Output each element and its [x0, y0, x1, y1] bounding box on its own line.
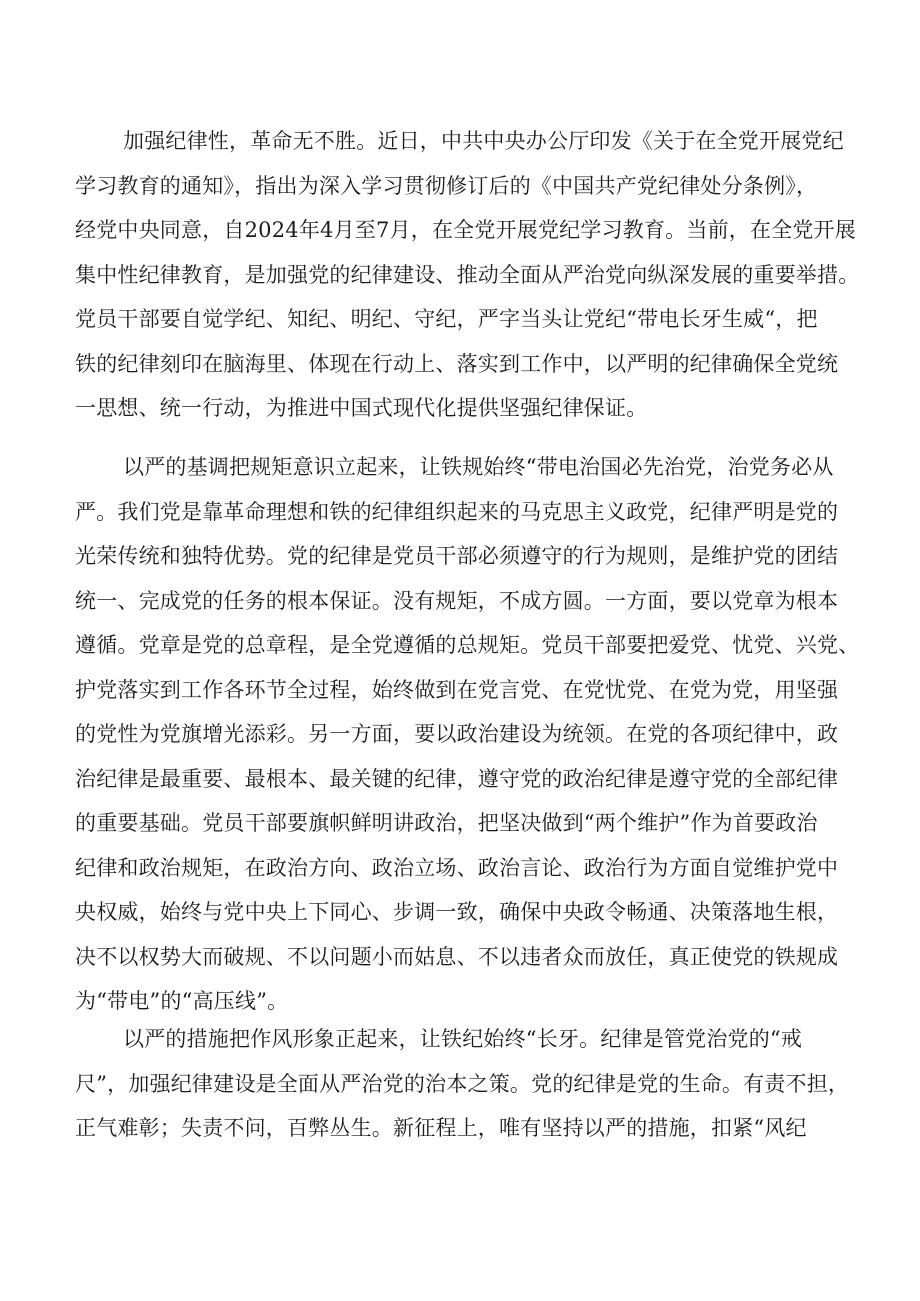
text-line: 铁的纪律刻印在脑海里、体现在行动上、落实到工作中，以严明的纪律确保全党统	[75, 351, 839, 376]
text-line: 护党落实到工作各环节全过程，始终做到在党言党、在党忧党、在党为党，用坚强	[75, 677, 839, 702]
text-line: 的重要基础。党员干部要旗帜鲜明讲政治，把坚决做到“两个维护”作为首要政治	[75, 811, 818, 835]
text-line: 以严的措施把作风形象正起来，让铁纪始终“长牙。纪律是管党治党的“戒	[123, 1027, 803, 1051]
text-line: 经党中央同意，自2024年4月至7月，在全党开展党纪学习教育。当前，在全党开展	[75, 218, 856, 242]
text-line: 党员干部要自觉学纪、知纪、明纪、守纪，严字当头让党纪“带电长牙生威“，把	[75, 307, 818, 331]
text-line: 治纪律是最重要、最根本、最关键的纪律，遵守党的政治纪律是遵守党的全部纪律	[75, 766, 839, 791]
text-line: 学习教育的通知》，指出为深入学习贯彻修订后的《中国共产党纪律处分条例》，	[75, 173, 818, 198]
text-line: 一思想、统一行动，为推进中国式现代化提供坚强纪律保证。	[75, 396, 648, 420]
text-line: 遵循。党章是党的总章程，是全党遵循的总规矩。党员干部要把爱党、忧党、兴党、	[75, 633, 860, 657]
text-line: 集中性纪律教育，是加强党的纪律建设、推动全面从严治党向纵深发展的重要举措。	[75, 262, 860, 287]
paragraph-2	[75, 445, 875, 1024]
text-line: 光荣传统和独特优势。党的纪律是党员干部必须遵守的行为规则，是维护党的团结	[75, 544, 839, 568]
text-line: 尺”，加强纪律建设是全面从严治党的治本之策。党的纪律是党的生命。有责不担，	[75, 1071, 850, 1096]
text-line: 严。我们党是靠革命理想和铁的纪律组织起来的马克思主义政党，纪律严明是党的	[75, 499, 839, 524]
text-line: 决不以权势大而破规、不以问题小而姑息、不以违者众而放任，真正使党的铁规成	[75, 944, 839, 969]
text-line: 正气难彰；失责不问，百弊丛生。新征程上，唯有坚持以严的措施，扣紧“风纪	[75, 1116, 807, 1140]
text-line: 的党性为党旗增光添彩。另一方面，要以政治建设为统领。在党的各项纪律中，政	[75, 722, 839, 746]
paragraph-3	[75, 1017, 875, 1151]
text-line: 统一、完成党的任务的根本保证。没有规矩，不成方圆。一方面，要以党章为根本	[75, 588, 839, 613]
text-line: 纪律和政治规矩，在政治方向、政治立场、政治言论、政治行为方面自觉维护党中	[75, 855, 839, 880]
text-line: 加强纪律性，革命无不胜。近日，中共中央办公厅印发《关于在全党开展党纪	[123, 129, 844, 153]
text-line: 以严的基调把规矩意识立起来，让铁规始终“带电治国必先治党，治党务必从	[123, 455, 834, 479]
paragraph-1	[75, 119, 875, 431]
text-line: 为“带电”的“高压线”。	[75, 989, 289, 1013]
text-line: 央权威，始终与党中央上下同心、步调一致，确保中央政令畅通、决策落地生根，	[75, 900, 839, 924]
